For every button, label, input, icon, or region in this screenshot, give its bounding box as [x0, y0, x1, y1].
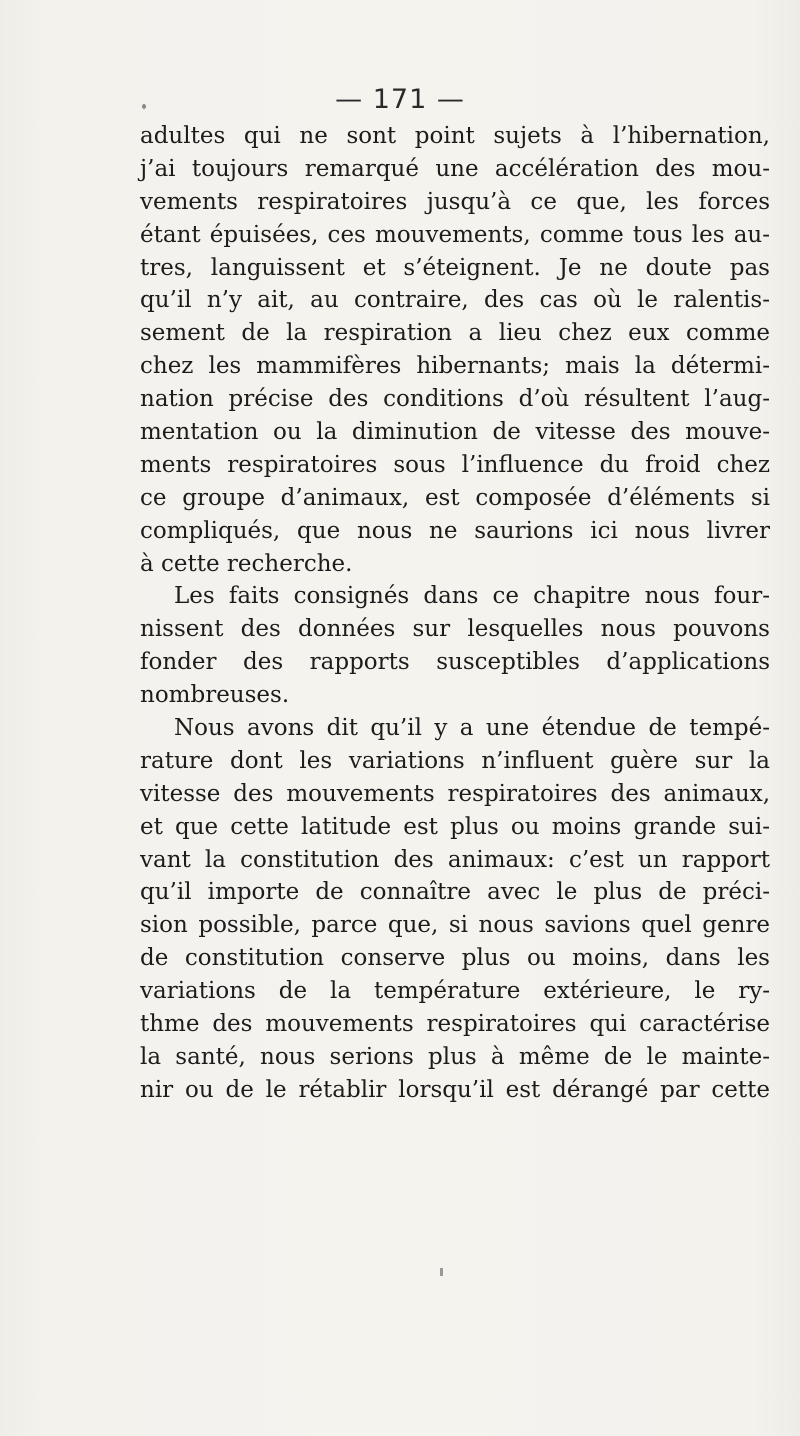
- text-line: qu’il n’y ait, au contraire, des cas où le ralentis-: [140, 287, 770, 314]
- text-line: ments respiratoires sous l’influence du froid chez: [140, 451, 770, 478]
- text-line: vements respiratoires jusqu’à ce que, les forces: [140, 188, 770, 215]
- print-speck: [142, 104, 146, 109]
- text-line: sion possible, parce que, si nous savions quel genre: [140, 912, 770, 939]
- text-line: tres, languissent et s’éteignent. Je ne doute pas: [140, 254, 770, 281]
- text-line: nir ou de le rétablir lorsqu’il est dérangé par cette: [140, 1076, 770, 1103]
- text-line: j’ai toujours remarqué une accélération des mou-: [140, 155, 770, 182]
- text-line: adultes qui ne sont point sujets à l’hibernation,: [140, 123, 770, 149]
- page-number: — 171 —: [335, 84, 465, 115]
- body-text: [140, 120, 770, 1107]
- text-line: la santé, nous serions plus à même de le mainte-: [140, 1043, 770, 1070]
- text-line: rature dont les variations n’influent guère sur la: [140, 747, 770, 774]
- text-line: et que cette latitude est plus ou moins grande sui-: [140, 813, 770, 840]
- text-line: nombreuses.: [140, 682, 290, 709]
- text-line: qu’il importe de connaître avec le plus de préci-: [140, 879, 770, 906]
- text-line: vitesse des mouvements respiratoires des animaux,: [140, 780, 770, 807]
- print-speck: [440, 1268, 443, 1276]
- text-line: vant la constitution des animaux: c’est un rapport: [140, 846, 770, 873]
- text-line: ce groupe d’animaux, est composée d’éléments si: [140, 484, 770, 511]
- text-line: thme des mouvements respiratoires qui caractérise: [140, 1011, 770, 1038]
- text-line: chez les mammifères hibernants; mais la détermi-: [140, 353, 770, 380]
- text-line: mentation ou la diminution de vitesse des mouve-: [140, 419, 770, 446]
- text-line: de constitution conserve plus ou moins, dans les: [140, 945, 770, 972]
- text-line: fonder des rapports susceptibles d’applications: [140, 649, 770, 676]
- text-line: nation précise des conditions d’où résultent l’aug-: [140, 386, 770, 413]
- text-line: sement de la respiration a lieu chez eux comme: [140, 320, 770, 347]
- text-line: compliqués, que nous ne saurions ici nous livrer: [140, 517, 770, 544]
- text-line: nissent des données sur lesquelles nous pouvons: [140, 616, 770, 643]
- text-line: Les faits consignés dans ce chapitre nous four-: [174, 583, 770, 610]
- text-line: Nous avons dit qu’il y a une étendue de tempé-: [174, 715, 770, 742]
- text-line: variations de la température extérieure, le ry-: [140, 978, 770, 1005]
- text-line: étant épuisées, ces mouvements, comme tous les au-: [140, 221, 770, 248]
- text-line: à cette recherche.: [140, 550, 353, 577]
